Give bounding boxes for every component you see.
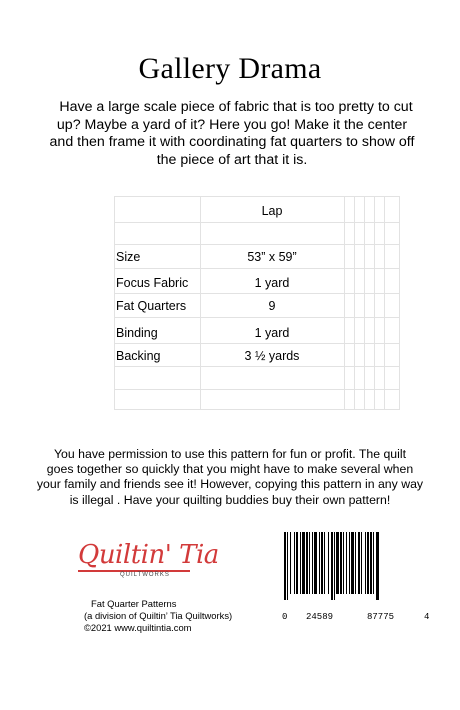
publisher-line: (a division of Quiltin’ Tia Quiltworks) [84, 610, 233, 621]
barcode-digit: 24589 [306, 612, 334, 622]
barcode-bar [361, 532, 362, 594]
notice-line: goes together so quickly that you might have to make several when [46, 462, 414, 477]
grid-line [114, 196, 115, 410]
intro-paragraph [34, 99, 430, 169]
grid-line [364, 196, 365, 410]
barcode-digit: 4 [424, 612, 430, 622]
column-header-lap: Lap [261, 204, 283, 218]
publisher-line: ©2021 www.quiltintia.com [84, 622, 192, 633]
barcode-bar [349, 532, 350, 594]
barcode-bar [314, 532, 317, 594]
barcode-bar [284, 532, 286, 600]
barcode-bar [365, 532, 366, 594]
barcode-bar [319, 532, 320, 594]
barcode-bar [370, 532, 372, 594]
grid-line [344, 196, 345, 410]
barcode-digit: 87775 [367, 612, 395, 622]
barcode-bar [328, 532, 329, 594]
barcode-bar [302, 532, 305, 594]
barcode-bar [324, 532, 325, 594]
publisher-info [84, 598, 232, 634]
row-label-backing: Backing [116, 349, 161, 363]
barcode-bar [309, 532, 310, 594]
row-value-backing: 3 ½ yards [244, 349, 300, 363]
barcode-bar [300, 532, 301, 594]
barcode-bar [351, 532, 354, 594]
barcode-bar [355, 532, 356, 594]
row-label-fat-quarters: Fat Quarters [116, 299, 187, 313]
page-title: Gallery Drama [138, 52, 322, 85]
grid-line [384, 196, 385, 410]
logo-script: Quiltin' Tia [78, 540, 219, 570]
notice-line: is illegal . Have your quilting buddies buy their own pattern! [69, 492, 391, 507]
barcode-bar [290, 532, 291, 594]
row-label-focus-fabric: Focus Fabric [116, 276, 189, 290]
grid-line [114, 222, 400, 223]
barcode-bar [346, 532, 347, 594]
barcode-digit: 0 [282, 612, 288, 622]
barcode-bar [334, 532, 335, 600]
barcode-bar [296, 532, 298, 594]
grid-line [114, 268, 400, 269]
barcode-bar [294, 532, 295, 594]
row-value-focus-fabric: 1 yard [254, 276, 290, 290]
quiltin-tia-logo [78, 540, 219, 584]
intro-line: Have a large scale piece of fabric that is too pretty to cut [59, 99, 413, 115]
notice-line: your family and friends see it! However, copying this pattern in any way [36, 477, 424, 492]
barcode-bar [336, 532, 339, 594]
grid-line [114, 317, 400, 318]
barcode-bar [373, 532, 374, 594]
grid-line [114, 293, 400, 294]
row-label-binding: Binding [116, 326, 158, 340]
row-label-size: Size [116, 250, 141, 264]
barcode-bar [343, 532, 344, 594]
grid-line [114, 409, 400, 410]
logo-subtitle: QUILTWORKS [120, 572, 170, 578]
row-value-binding: 1 yard [254, 326, 290, 340]
grid-line [200, 196, 201, 410]
row-value-fat-quarters: 9 [268, 299, 276, 313]
intro-line: and then frame it with coordinating fat quarters to show off [49, 134, 415, 150]
grid-line [399, 196, 400, 410]
barcode-bar [376, 532, 379, 600]
barcode-bar [340, 532, 342, 594]
grid-line [114, 244, 400, 245]
intro-line: the piece of art that it is. [156, 151, 308, 168]
grid-line [354, 196, 355, 410]
notice-line: You have permission to use this pattern for fun or profit. The quilt [53, 447, 407, 461]
grid-line [374, 196, 375, 410]
grid-line [114, 389, 400, 390]
barcode-bar [367, 532, 369, 594]
intro-line: up? Maybe a yard of it? Here you go! Make it the center [56, 116, 408, 133]
barcode-bar [358, 532, 360, 594]
barcode-bars [282, 532, 430, 600]
grid-line [114, 343, 400, 344]
copyright-notice [28, 447, 432, 508]
barcode-bar [312, 532, 313, 594]
grid-line [114, 196, 400, 197]
spec-table [114, 196, 400, 410]
publisher-line: Fat Quarter Patterns [91, 598, 177, 609]
barcode-bar [306, 532, 308, 594]
row-value-size: 53” x 59” [247, 250, 297, 264]
grid-line [114, 366, 400, 367]
upc-barcode [282, 532, 430, 627]
barcode-bar [287, 532, 288, 600]
barcode-bar [331, 532, 333, 600]
barcode-bar [321, 532, 323, 594]
